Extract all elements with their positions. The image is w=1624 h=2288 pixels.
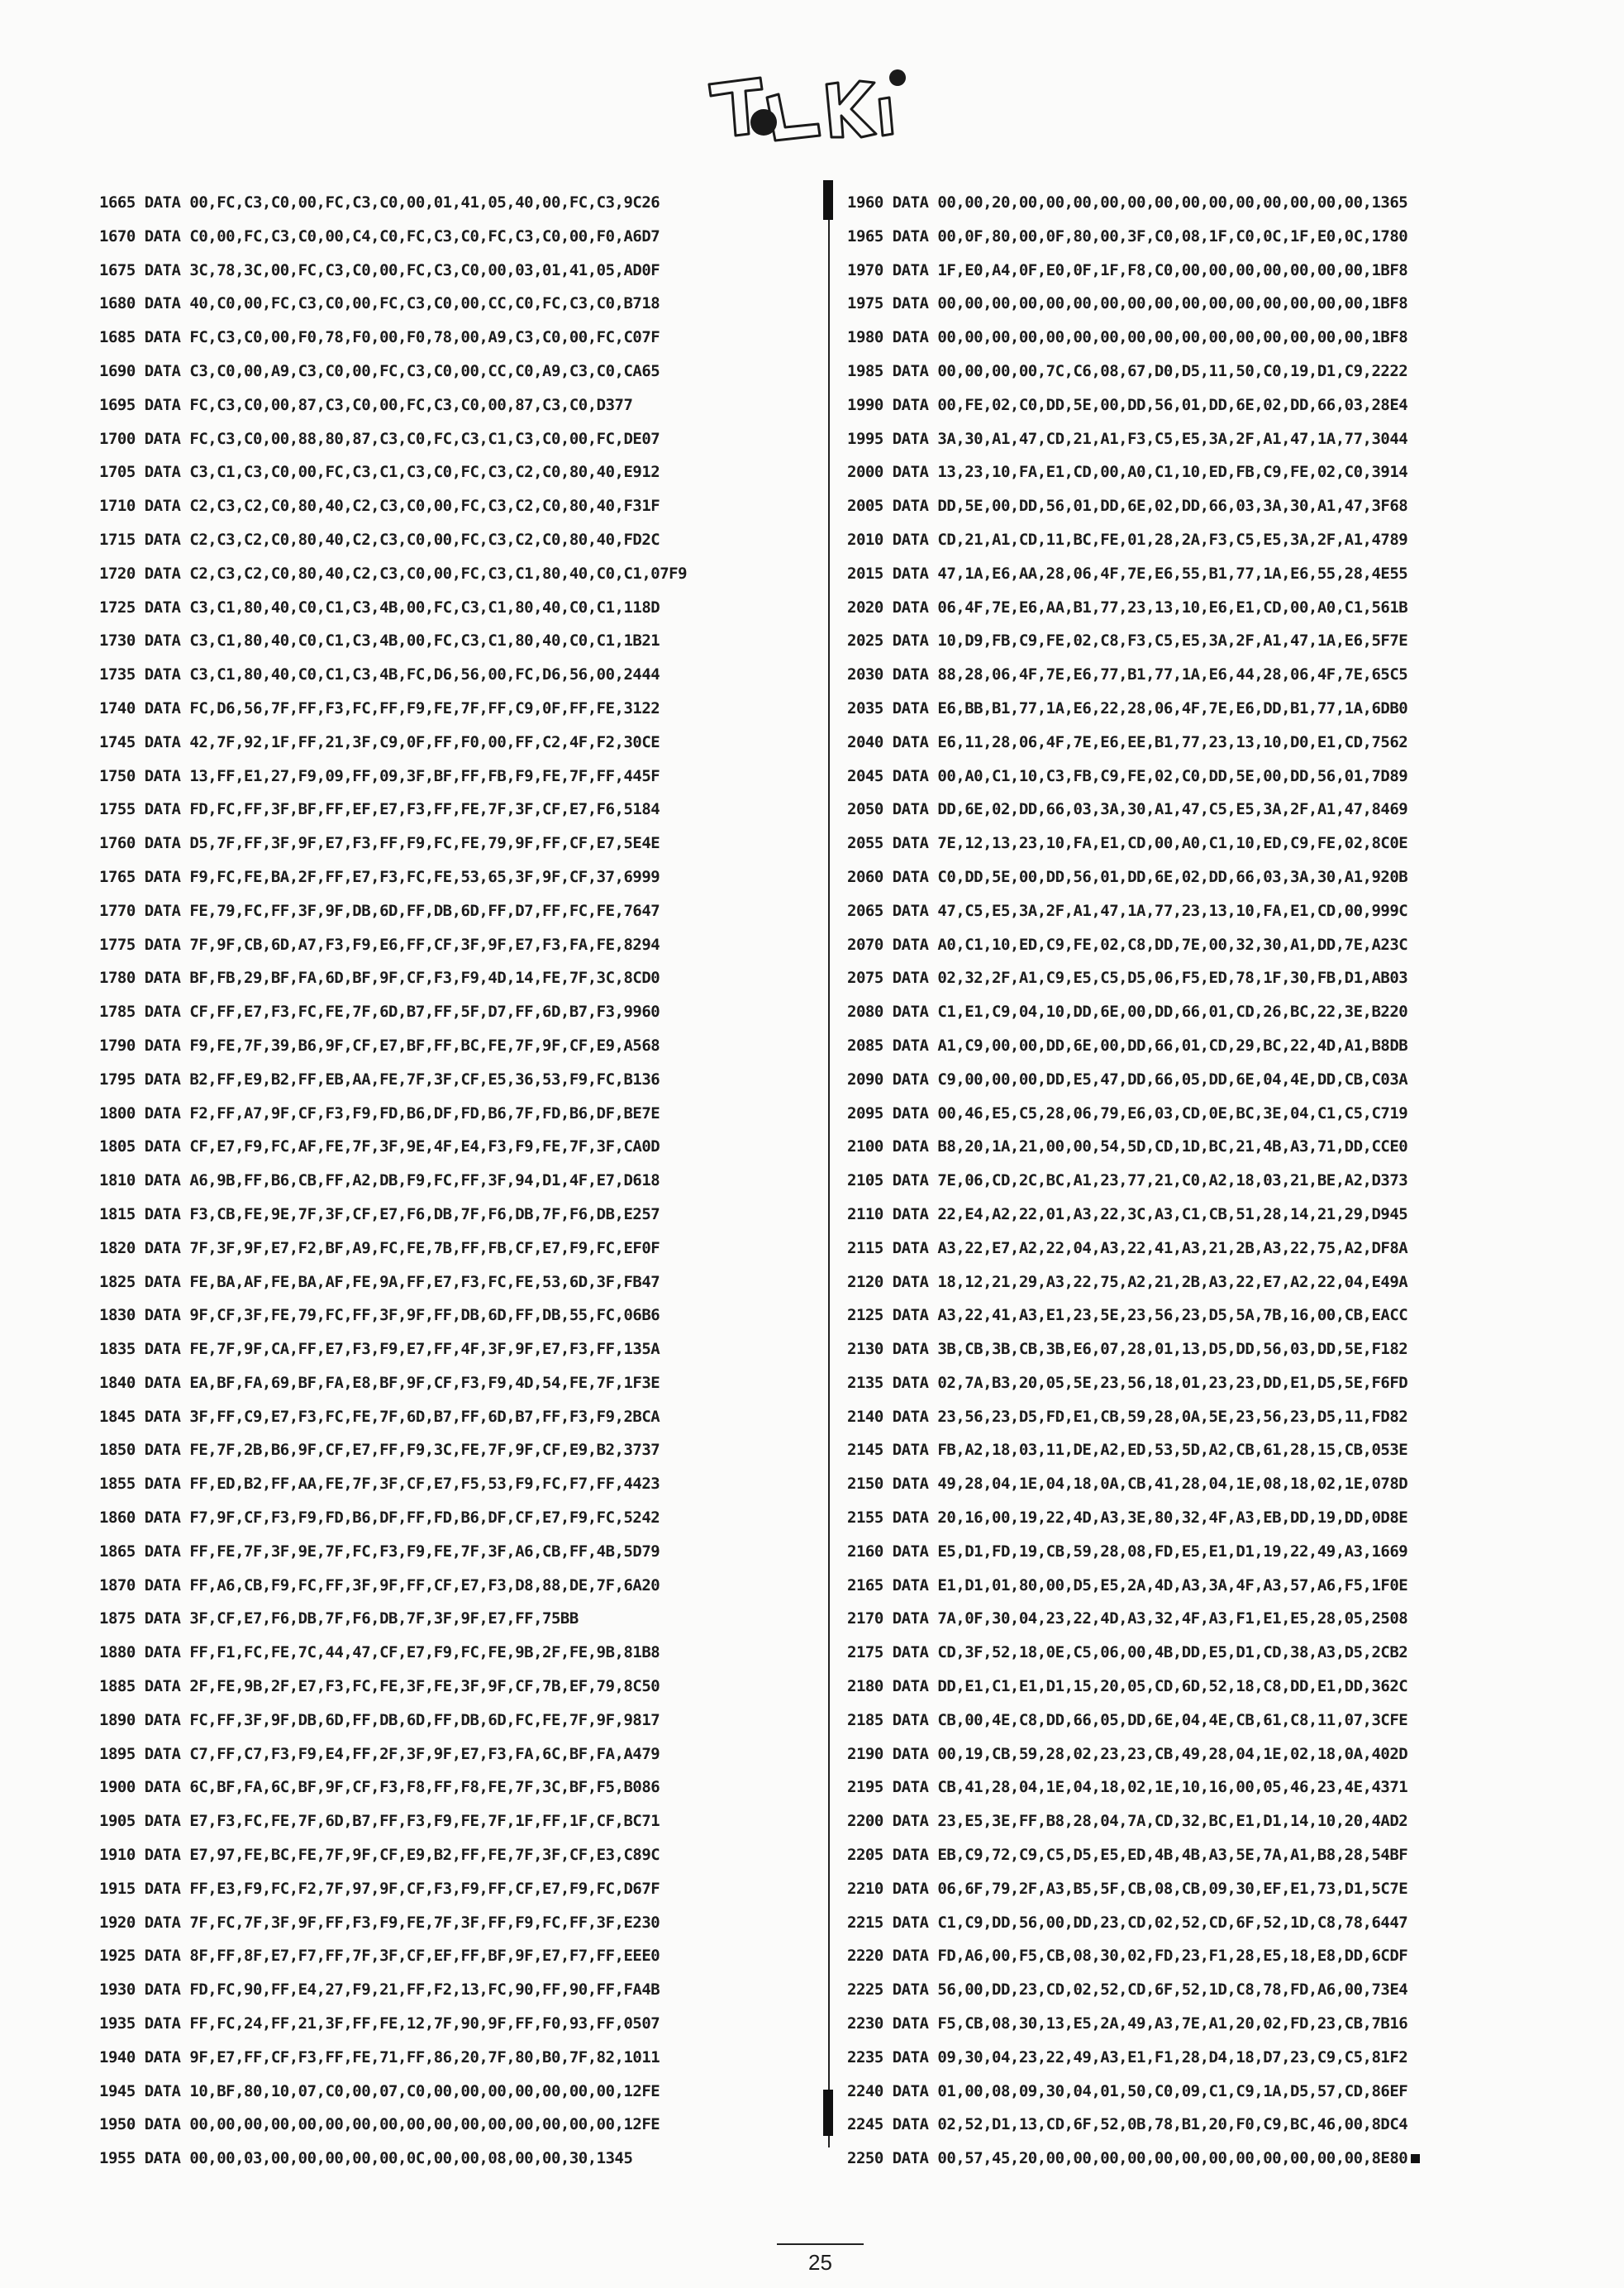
code-line: 2250 DATA 00,57,45,20,00,00,00,00,00,00,00,00,00,00,00,00,8E80 [847, 2142, 1591, 2176]
code-line: 2090 DATA C9,00,00,00,DD,E5,47,DD,66,05,DD,6E,04,4E,DD,CB,C03A [847, 1070, 1408, 1089]
code-line: 2190 DATA 00,19,CB,59,28,02,23,23,CB,49,28,04,1E,02,18,0A,402D [847, 1744, 1408, 1763]
code-line: 2200 DATA 23,E5,3E,FF,B8,28,04,7A,CD,32,BC,E1,D1,14,10,20,4AD2 [847, 1812, 1408, 1831]
code-line: 1975 DATA 00,00,00,00,00,00,00,00,00,00,00,00,00,00,00,00,1BF8 [847, 294, 1408, 313]
code-line: 1980 DATA 00,00,00,00,00,00,00,00,00,00,00,00,00,00,00,00,1BF8 [847, 328, 1408, 347]
code-line: 2060 DATA C0,DD,5E,00,DD,56,01,DD,6E,02,DD,66,03,3A,30,A1,920B [847, 867, 1408, 886]
top-divider-bar [823, 180, 833, 220]
code-line: 2105 DATA 7E,06,CD,2C,BC,A1,23,77,21,C0,A2,18,03,21,BE,A2,D373 [847, 1171, 1408, 1190]
code-line: 1775 DATA 7F,9F,CB,6D,A7,F3,F9,E6,FF,CF,3F,9F,E7,F3,FA,FE,8294 [99, 935, 660, 954]
code-line: 2055 DATA 7E,12,13,23,10,FA,E1,CD,00,A0,C1,10,ED,C9,FE,02,8C0E [847, 834, 1408, 853]
code-line: 1680 DATA 40,C0,00,FC,C3,C0,00,FC,C3,C0,00,CC,C0,FC,C3,C0,B718 [99, 294, 660, 313]
code-line: 1750 DATA 13,FF,E1,27,F9,09,FF,09,3F,BF,FF,FB,F9,FE,7F,FF,445F [99, 766, 660, 785]
code-line: 2115 DATA A3,22,E7,A2,22,04,A3,22,41,A3,21,2B,A3,22,75,A2,DF8A [847, 1238, 1408, 1257]
code-line: 2175 DATA CD,3F,52,18,0E,C5,06,00,4B,DD,E5,D1,CD,38,A3,D5,2CB2 [847, 1643, 1408, 1662]
code-line: 2065 DATA 47,C5,E5,3A,2F,A1,47,1A,77,23,13,10,FA,E1,CD,00,999C [847, 901, 1408, 920]
code-line: 2205 DATA EB,C9,72,C9,C5,D5,E5,ED,4B,4B,A3,5E,7A,A1,B8,28,54BF [847, 1846, 1408, 1865]
code-line: 1950 DATA 00,00,00,00,00,00,00,00,00,00,00,00,00,00,00,00,12FE [99, 2115, 660, 2134]
code-line: 1880 DATA FF,F1,FC,FE,7C,44,47,CF,E7,F9,FC,FE,9B,2F,FE,9B,81B8 [99, 1643, 660, 1662]
code-line: 1760 DATA D5,7F,FF,3F,9F,E7,F3,FF,F9,FC,FE,79,9F,FF,CF,E7,5E4E [99, 834, 660, 853]
code-line: 1970 DATA 1F,E0,A4,0F,E0,0F,1F,F8,C0,00,00,00,00,00,00,00,1BF8 [847, 260, 1408, 279]
code-line: 2005 DATA DD,5E,00,DD,56,01,DD,6E,02,DD,66,03,3A,30,A1,47,3F68 [847, 497, 1408, 516]
page-number: 25 [808, 2250, 832, 2275]
code-line: 1875 DATA 3F,CF,E7,F6,DB,7F,F6,DB,7F,3F,9F,E7,FF,75BB [99, 1609, 579, 1628]
code-line: 2150 DATA 49,28,04,1E,04,18,0A,CB,41,28,04,1E,08,18,02,1E,078D [847, 1475, 1408, 1494]
code-line: 1780 DATA BF,FB,29,BF,FA,6D,BF,9F,CF,F3,F9,4D,14,FE,7F,3C,8CD0 [99, 969, 660, 988]
code-line: 1900 DATA 6C,BF,FA,6C,BF,9F,CF,F3,F8,FF,F8,FE,7F,3C,BF,F5,B086 [99, 1778, 660, 1797]
code-line: 2050 DATA DD,6E,02,DD,66,03,3A,30,A1,47,C5,E5,3A,2F,A1,47,8469 [847, 800, 1408, 819]
code-line: 2125 DATA A3,22,41,A3,E1,23,5E,23,56,23,D5,5A,7B,16,00,CB,EACC [847, 1306, 1408, 1325]
code-line: 1840 DATA EA,BF,FA,69,BF,FA,E8,BF,9F,CF,F3,F9,4D,54,FE,7F,1F3E [99, 1373, 660, 1392]
code-line: 2040 DATA E6,11,28,06,4F,7E,E6,EE,B1,77,23,13,10,D0,E1,CD,7562 [847, 732, 1408, 751]
code-line: 2080 DATA C1,E1,C9,04,10,DD,6E,00,DD,66,01,CD,26,BC,22,3E,B220 [847, 1003, 1408, 1022]
code-line: 1755 DATA FD,FC,FF,3F,BF,FF,EF,E7,F3,FF,FE,7F,3F,CF,E7,F6,5184 [99, 800, 660, 819]
code-line: 1865 DATA FF,FE,7F,3F,9E,7F,FC,F3,F9,FE,7F,3F,A6,CB,FF,4B,5D79 [99, 1542, 660, 1561]
code-line: 1995 DATA 3A,30,A1,47,CD,21,A1,F3,C5,E5,3A,2F,A1,47,1A,77,3044 [847, 429, 1408, 448]
code-line: 1795 DATA B2,FF,E9,B2,FF,EB,AA,FE,7F,3F,CF,E5,36,53,F9,FC,B136 [99, 1070, 660, 1089]
left-listing-column [99, 186, 810, 2176]
code-line: 1885 DATA 2F,FE,9B,2F,E7,F3,FC,FE,3F,FE,3F,9F,CF,7B,EF,79,8C50 [99, 1677, 660, 1696]
code-line: 1905 DATA E7,F3,FC,FE,7F,6D,B7,FF,F3,F9,FE,7F,1F,FF,1F,CF,BC71 [99, 1812, 660, 1831]
code-line: 1700 DATA FC,C3,C0,00,88,80,87,C3,C0,FC,C3,C1,C3,C0,00,FC,DE07 [99, 429, 660, 448]
code-line: 2020 DATA 06,4F,7E,E6,AA,B1,77,23,13,10,E6,E1,CD,00,A0,C1,561B [847, 598, 1408, 617]
code-line: 1740 DATA FC,D6,56,7F,FF,F3,FC,FF,F9,FE,7F,FF,C9,0F,FF,FE,3122 [99, 698, 660, 717]
tolki-logo [702, 51, 917, 150]
code-line: 2140 DATA 23,56,23,D5,FD,E1,CB,59,28,0A,5E,23,56,23,D5,11,FD82 [847, 1407, 1408, 1426]
code-line: 2220 DATA FD,A6,00,F5,CB,08,30,02,FD,23,F1,28,E5,18,E8,DD,6CDF [847, 1947, 1408, 1966]
code-line: 1990 DATA 00,FE,02,C0,DD,5E,00,DD,56,01,DD,6E,02,DD,66,03,28E4 [847, 395, 1408, 414]
code-line: 1710 DATA C2,C3,C2,C0,80,40,C2,C3,C0,00,FC,C3,C2,C0,80,40,F31F [99, 497, 660, 516]
code-line: 1960 DATA 00,00,20,00,00,00,00,00,00,00,00,00,00,00,00,00,1365 [847, 193, 1408, 212]
code-line: 2000 DATA 13,23,10,FA,E1,CD,00,A0,C1,10,ED,FB,C9,FE,02,C0,3914 [847, 463, 1408, 482]
code-line: 1725 DATA C3,C1,80,40,C0,C1,C3,4B,00,FC,C3,C1,80,40,C0,C1,118D [99, 598, 660, 617]
code-line: 1720 DATA C2,C3,C2,C0,80,40,C2,C3,C0,00,FC,C3,C1,80,40,C0,C1,07F9 [99, 564, 688, 583]
code-line: 1850 DATA FE,7F,2B,B6,9F,CF,E7,FF,F9,3C,FE,7F,9F,CF,E9,B2,3737 [99, 1441, 660, 1460]
code-line: 1685 DATA FC,C3,C0,00,F0,78,F0,00,F0,78,00,A9,C3,C0,00,FC,C07F [99, 328, 660, 347]
code-line: 1955 DATA 00,00,03,00,00,00,00,00,0C,00,00,08,00,00,30,1345 [99, 2149, 633, 2168]
code-line: 1935 DATA FF,FC,24,FF,21,3F,FF,FE,12,7F,90,9F,FF,F0,93,FF,0507 [99, 2014, 660, 2033]
code-line: 2160 DATA E5,D1,FD,19,CB,59,28,08,FD,E5,E1,D1,19,22,49,A3,1669 [847, 1542, 1408, 1561]
code-line: 2030 DATA 88,28,06,4F,7E,E6,77,B1,77,1A,E6,44,28,06,4F,7E,65C5 [847, 665, 1408, 684]
code-line: 1695 DATA FC,C3,C0,00,87,C3,C0,00,FC,C3,C0,00,87,C3,C0,D377 [99, 395, 633, 414]
code-line: 1735 DATA C3,C1,80,40,C0,C1,C3,4B,FC,D6,56,00,FC,D6,56,00,2444 [99, 665, 660, 684]
code-line: 2210 DATA 06,6F,79,2F,A3,B5,5F,CB,08,CB,09,30,EF,E1,73,D1,5C7E [847, 1879, 1408, 1898]
code-line: 1715 DATA C2,C3,C2,C0,80,40,C2,C3,C0,00,FC,C3,C2,C0,80,40,FD2C [99, 530, 660, 549]
code-line: 1805 DATA CF,E7,F9,FC,AF,FE,7F,3F,9E,4F,E4,F3,F9,FE,7F,3F,CA0D [99, 1137, 660, 1156]
code-line: 1800 DATA F2,FF,A7,9F,CF,F3,F9,FD,B6,DF,FD,B6,7F,FD,B6,DF,BE7E [99, 1103, 660, 1123]
code-line: 1665 DATA 00,FC,C3,C0,00,FC,C3,C0,00,01,41,05,40,00,FC,C3,9C26 [99, 193, 660, 212]
code-line: 1785 DATA CF,FF,E7,F3,FC,FE,7F,6D,B7,FF,5F,D7,FF,6D,B7,F3,9960 [99, 1003, 660, 1022]
code-line: 2185 DATA CB,00,4E,C8,DD,66,05,DD,6E,04,4E,CB,61,C8,11,07,3CFE [847, 1710, 1408, 1729]
code-line: 2235 DATA 09,30,04,23,22,49,A3,E1,F1,28,D4,18,D7,23,C9,C5,81F2 [847, 2047, 1408, 2066]
code-line: 1705 DATA C3,C1,C3,C0,00,FC,C3,C1,C3,C0,FC,C3,C2,C0,80,40,E912 [99, 463, 660, 482]
code-line: 1940 DATA 9F,E7,FF,CF,F3,FF,FE,71,FF,86,20,7F,80,B0,7F,82,1011 [99, 2047, 660, 2066]
code-line: 1825 DATA FE,BA,AF,FE,BA,AF,FE,9A,FF,E7,F3,FC,FE,53,6D,3F,FB47 [99, 1272, 660, 1291]
code-line: 1820 DATA 7F,3F,9F,E7,F2,BF,A9,FC,FE,7B,FF,FB,CF,E7,F9,FC,EF0F [99, 1238, 660, 1257]
code-line: 1890 DATA FC,FF,3F,9F,DB,6D,FF,DB,6D,FF,DB,6D,FC,FE,7F,9F,9817 [99, 1710, 660, 1729]
code-line: 1915 DATA FF,E3,F9,FC,F2,7F,97,9F,CF,F3,F9,FF,CF,E7,F9,FC,D67F [99, 1879, 660, 1898]
code-line: 2025 DATA 10,D9,FB,C9,FE,02,C8,F3,C5,E5,3A,2F,A1,47,1A,E6,5F7E [847, 632, 1408, 651]
code-line: 1870 DATA FF,A6,CB,F9,FC,FF,3F,9F,FF,CF,E7,F3,D8,88,DE,7F,6A20 [99, 1575, 660, 1594]
code-line: 1985 DATA 00,00,00,00,7C,C6,08,67,D0,D5,11,50,C0,19,D1,C9,2222 [847, 361, 1408, 380]
code-line: 1730 DATA C3,C1,80,40,C0,C1,C3,4B,00,FC,C3,C1,80,40,C0,C1,1B21 [99, 632, 660, 651]
footer-rule [777, 2243, 864, 2245]
code-line: 2170 DATA 7A,0F,30,04,23,22,4D,A3,32,4F,A3,F1,E1,E5,28,05,2508 [847, 1609, 1408, 1628]
code-line: 2085 DATA A1,C9,00,00,DD,6E,00,DD,66,01,CD,29,BC,22,4D,A1,B8DB [847, 1036, 1408, 1055]
code-line: 2110 DATA 22,E4,A2,22,01,A3,22,3C,A3,C1,CB,51,28,14,21,29,D945 [847, 1204, 1408, 1223]
code-line: 1790 DATA F9,FE,7F,39,B6,9F,CF,E7,BF,FF,BC,FE,7F,9F,CF,E9,A568 [99, 1036, 660, 1055]
code-line: 2195 DATA CB,41,28,04,1E,04,18,02,1E,10,16,00,05,46,23,4E,4371 [847, 1778, 1408, 1797]
code-line: 1765 DATA F9,FC,FE,BA,2F,FF,E7,F3,FC,FE,53,65,3F,9F,CF,37,6999 [99, 867, 660, 886]
code-line: 1895 DATA C7,FF,C7,F3,F9,E4,FF,2F,3F,9F,E7,F3,FA,6C,BF,FA,A479 [99, 1744, 660, 1763]
code-line: 2135 DATA 02,7A,B3,20,05,5E,23,56,18,01,23,23,DD,E1,D5,5E,F6FD [847, 1373, 1408, 1392]
code-line: 2045 DATA 00,A0,C1,10,C3,FB,C9,FE,02,C0,DD,5E,00,DD,56,01,7D89 [847, 766, 1408, 785]
code-line: 2095 DATA 00,46,E5,C5,28,06,79,E6,03,CD,0E,BC,3E,04,C1,C5,C719 [847, 1103, 1408, 1123]
code-line: 1910 DATA E7,97,FE,BC,FE,7F,9F,CF,E9,B2,FF,FE,7F,3F,CF,E3,C89C [99, 1846, 660, 1865]
code-line: 1860 DATA F7,9F,CF,F3,F9,FD,B6,DF,FF,FD,B6,DF,CF,E7,F9,FC,5242 [99, 1509, 660, 1528]
code-line: 2155 DATA 20,16,00,19,22,4D,A3,3E,80,32,4F,A3,EB,DD,19,DD,0D8E [847, 1509, 1408, 1528]
right-listing-column [847, 186, 1591, 2176]
code-line: 2100 DATA B8,20,1A,21,00,00,54,5D,CD,1D,BC,21,4B,A3,71,DD,CCE0 [847, 1137, 1408, 1156]
code-line: 1855 DATA FF,ED,B2,FF,AA,FE,7F,3F,CF,E7,F5,53,F9,FC,F7,FF,4423 [99, 1475, 660, 1494]
code-line: 2010 DATA CD,21,A1,CD,11,BC,FE,01,28,2A,F3,C5,E5,3A,2F,A1,4789 [847, 530, 1408, 549]
code-line: 1845 DATA 3F,FF,C9,E7,F3,FC,FE,7F,6D,B7,FF,6D,B7,FF,F3,F9,2BCA [99, 1407, 660, 1426]
bottom-divider-bar [823, 2090, 833, 2136]
end-marker [1411, 2154, 1420, 2163]
code-line: 2015 DATA 47,1A,E6,AA,28,06,4F,7E,E6,55,B1,77,1A,E6,55,28,4E55 [847, 564, 1408, 583]
code-line: 1930 DATA FD,FC,90,FF,E4,27,F9,21,FF,F2,13,FC,90,FF,90,FF,FA4B [99, 1981, 660, 2000]
column-divider [828, 180, 830, 2147]
code-line: 2145 DATA FB,A2,18,03,11,DE,A2,ED,53,5D,A2,CB,61,28,15,CB,053E [847, 1441, 1408, 1460]
code-line: 1965 DATA 00,0F,80,00,0F,80,00,3F,C0,08,1F,C0,0C,1F,E0,0C,1780 [847, 226, 1408, 245]
code-line: 2245 DATA 02,52,D1,13,CD,6F,52,0B,78,B1,20,F0,C9,BC,46,00,8DC4 [847, 2115, 1408, 2134]
code-line: 1690 DATA C3,C0,00,A9,C3,C0,00,FC,C3,C0,00,CC,C0,A9,C3,C0,CA65 [99, 361, 660, 380]
code-line: 1810 DATA A6,9B,FF,B6,CB,FF,A2,DB,F9,FC,FF,3F,94,D1,4F,E7,D618 [99, 1171, 660, 1190]
logo-text: ToLKi [810, 113, 813, 114]
code-line: 2035 DATA E6,BB,B1,77,1A,E6,22,28,06,4F,7E,E6,DD,B1,77,1A,6DB0 [847, 698, 1408, 717]
code-line: 2230 DATA F5,CB,08,30,13,E5,2A,49,A3,7E,A1,20,02,FD,23,CB,7B16 [847, 2014, 1408, 2033]
code-line: 1745 DATA 42,7F,92,1F,FF,21,3F,C9,0F,FF,F0,00,FF,C2,4F,F2,30CE [99, 732, 660, 751]
code-line: 2240 DATA 01,00,08,09,30,04,01,50,C0,09,C1,C9,1A,D5,57,CD,86EF [847, 2081, 1408, 2100]
code-line: 2130 DATA 3B,CB,3B,CB,3B,E6,07,28,01,13,D5,DD,56,03,DD,5E,F182 [847, 1340, 1408, 1359]
code-line: 1925 DATA 8F,FF,8F,E7,F7,FF,7F,3F,CF,EF,FF,BF,9F,E7,F7,FF,EEE0 [99, 1947, 660, 1966]
code-line: 1945 DATA 10,BF,80,10,07,C0,00,07,C0,00,00,00,00,00,00,00,12FE [99, 2081, 660, 2100]
code-line: 2180 DATA DD,E1,C1,E1,D1,15,20,05,CD,6D,52,18,C8,DD,E1,DD,362C [847, 1677, 1408, 1696]
code-line: 1815 DATA F3,CB,FE,9E,7F,3F,CF,E7,F6,DB,7F,F6,DB,7F,F6,DB,E257 [99, 1204, 660, 1223]
code-line: 2215 DATA C1,C9,DD,56,00,DD,23,CD,02,52,CD,6F,52,1D,C8,78,6447 [847, 1913, 1408, 1932]
code-line: 1830 DATA 9F,CF,3F,FE,79,FC,FF,3F,9F,FF,DB,6D,FF,DB,55,FC,06B6 [99, 1306, 660, 1325]
code-line: 2165 DATA E1,D1,01,80,00,D5,E5,2A,4D,A3,3A,4F,A3,57,A6,F5,1F0E [847, 1575, 1408, 1594]
code-line: 1670 DATA C0,00,FC,C3,C0,00,C4,C0,FC,C3,C0,FC,C3,C0,00,F0,A6D7 [99, 226, 660, 245]
code-line: 2120 DATA 18,12,21,29,A3,22,75,A2,21,2B,A3,22,E7,A2,22,04,E49A [847, 1272, 1408, 1291]
code-line: 2225 DATA 56,00,DD,23,CD,02,52,CD,6F,52,1D,C8,78,FD,A6,00,73E4 [847, 1981, 1408, 2000]
code-line: 1835 DATA FE,7F,9F,CA,FF,E7,F3,F9,E7,FF,4F,3F,9F,E7,F3,FF,135A [99, 1340, 660, 1359]
code-line: 1770 DATA FE,79,FC,FF,3F,9F,DB,6D,FF,DB,6D,FF,D7,FF,FC,FE,7647 [99, 901, 660, 920]
code-line: 1920 DATA 7F,FC,7F,3F,9F,FF,F3,F9,FE,7F,3F,FF,F9,FC,FF,3F,E230 [99, 1913, 660, 1932]
code-line: 1675 DATA 3C,78,3C,00,FC,C3,C0,00,FC,C3,C0,00,03,01,41,05,AD0F [99, 260, 660, 279]
code-line: 2075 DATA 02,32,2F,A1,C9,E5,C5,D5,06,F5,ED,78,1F,30,FB,D1,AB03 [847, 969, 1408, 988]
code-line: 2070 DATA A0,C1,10,ED,C9,FE,02,C8,DD,7E,00,32,30,A1,DD,7E,A23C [847, 935, 1408, 954]
